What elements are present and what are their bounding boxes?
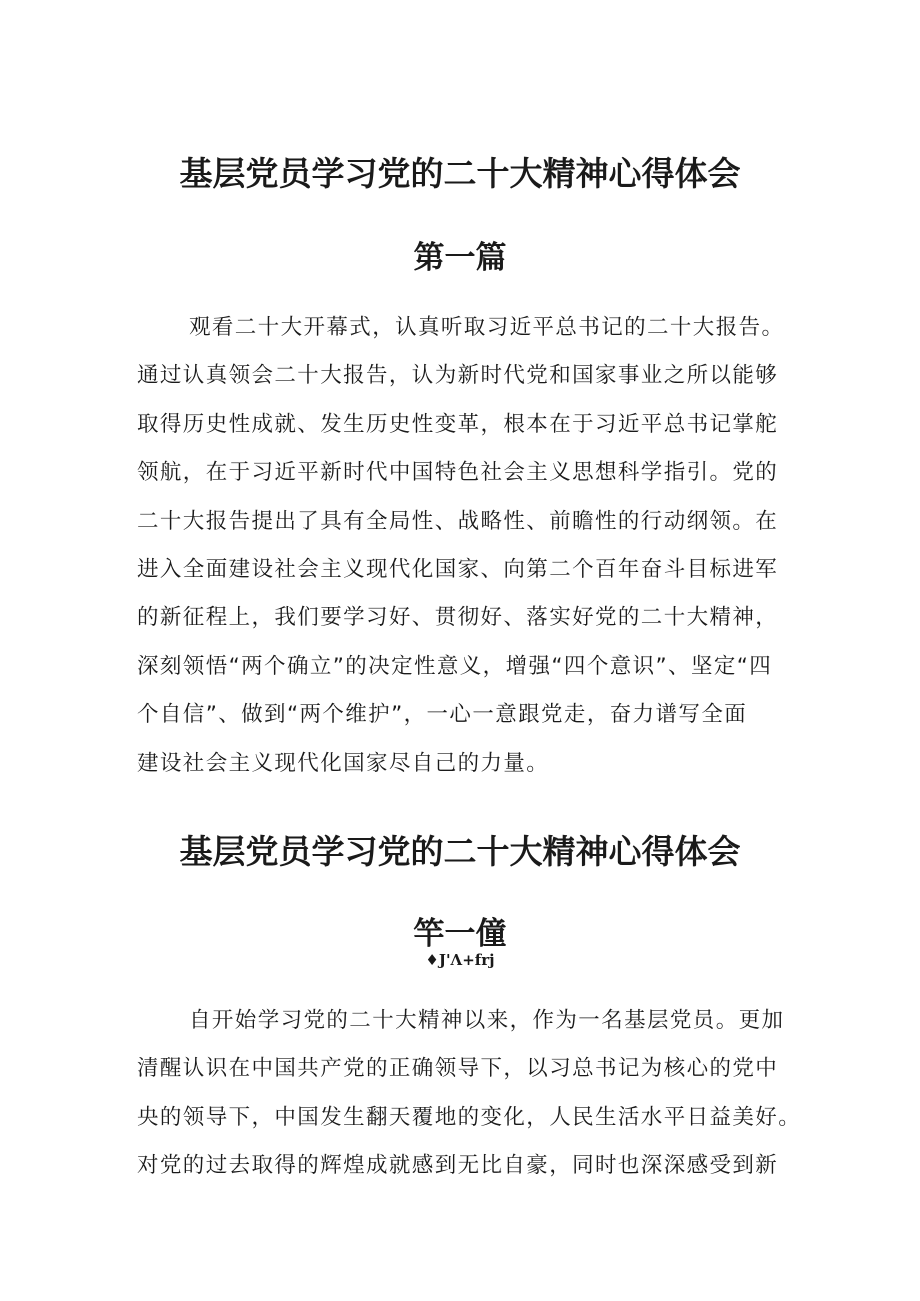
paragraph-line: 自开始学习党的二十大精神以来，作为一名基层党员。更加 xyxy=(189,1008,785,1033)
section2-paragraph xyxy=(137,997,802,1191)
paragraph-line: 建设社会主义现代化国家尽自己的力量。 xyxy=(137,750,550,776)
section1-title: 基层党员学习党的二十大精神心得体会 xyxy=(179,154,741,193)
section2-title: 基层党员学习党的二十大精神心得体会 xyxy=(179,832,741,871)
paragraph-line: 取得历史性成就、发生历史性变革，根本在于习近平总书记掌舵 xyxy=(137,411,779,437)
section1-subtitle: 第一篇 xyxy=(413,240,507,276)
section2-subtitle-artifact: ♦J'Λ+frj xyxy=(425,951,495,969)
paragraph-line: 个自信”、做到“两个维护”，一心一意跟党走，奋力谱写全面 xyxy=(137,702,748,728)
paragraph-line: 二十大报告提出了具有全局性、战略性、前瞻性的行动纲领。在 xyxy=(137,508,779,534)
section2-subtitle: 竿一僮 xyxy=(413,916,507,952)
paragraph-line: 领航，在于习近平新时代中国特色社会主义思想科学指引。党的 xyxy=(137,460,779,486)
paragraph-line: 通过认真领会二十大报告，认为新时代党和国家事业之所以能够 xyxy=(137,363,779,389)
paragraph-line: 央的领导下，中国发生翻天覆地的变化，人民生活水平日益美好。 xyxy=(137,1104,802,1130)
paragraph-line: 对党的过去取得的辉煌成就感到无比自豪，同时也深深感受到新 xyxy=(137,1153,779,1179)
paragraph-line: 清醒认识在中国共产党的正确领导下，以习总书记为核心的党中 xyxy=(137,1056,779,1082)
paragraph-line: 观看二十大开幕式，认真听取习近平总书记的二十大报告。 xyxy=(189,315,785,340)
paragraph-line: 的新征程上，我们要学习好、贯彻好、落实好党的二十大精神， xyxy=(137,605,779,631)
paragraph-line: 进入全面建设社会主义现代化国家、向第二个百年奋斗目标进军 xyxy=(137,556,779,582)
section1-paragraph xyxy=(137,304,797,788)
paragraph-line: 深刻领悟“两个确立”的决定性意义，增强“四个意识”、坚定“四 xyxy=(137,653,773,679)
